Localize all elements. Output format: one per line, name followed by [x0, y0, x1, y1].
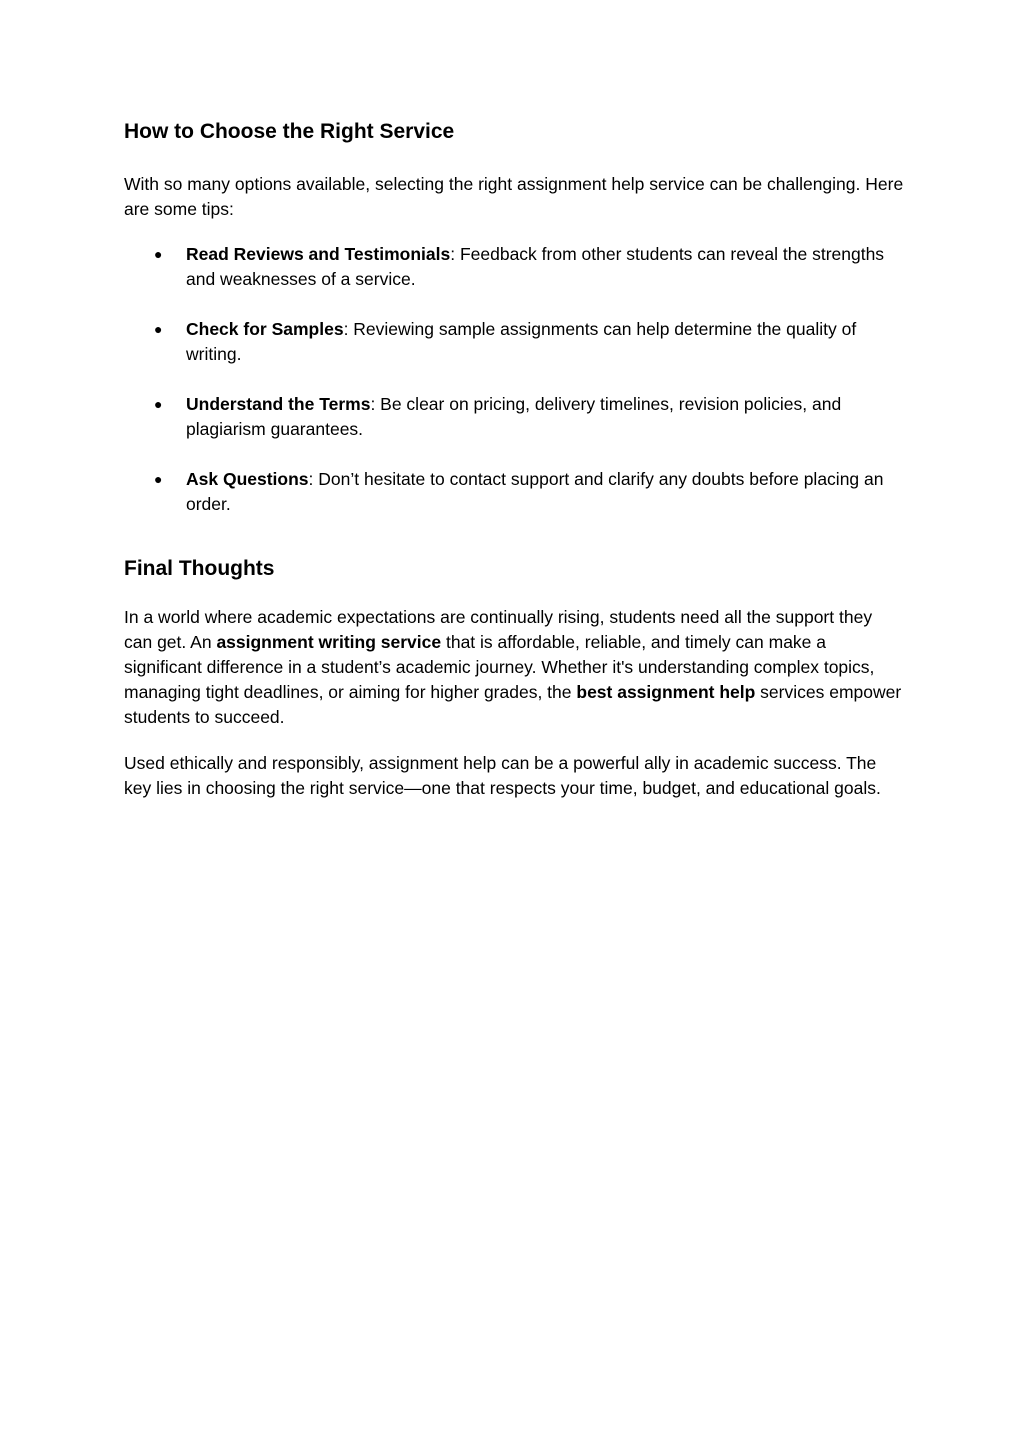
- tip-text: : Feedback from other students can reveal the strengths and weaknesses of a service.: [186, 244, 885, 289]
- bullet-icon: ●: [154, 471, 163, 487]
- tip-title: Understand the Terms: [186, 394, 371, 414]
- section-heading-final-thoughts: Final Thoughts: [124, 557, 275, 580]
- tips-list: [124, 242, 904, 517]
- list-item: [124, 317, 904, 367]
- tip-title: Ask Questions: [186, 469, 309, 489]
- final-paragraph-2: Used ethically and responsibly, assignment help can be a powerful ally in academic success. The key lies in choosing the right service—one that respects your time, budget, and educational goals.: [124, 753, 881, 798]
- list-item: [124, 392, 904, 442]
- bullet-icon: ●: [154, 321, 163, 337]
- bold-phrase: best assignment help: [576, 682, 756, 702]
- text-run: In a world where academic expectations are continually rising, students need all the support they can get. An: [124, 607, 873, 652]
- tip-text: : Don’t hesitate to contact support and clarify any doubts before placing an order.: [186, 469, 884, 514]
- text-run: services empower students to succeed.: [124, 682, 902, 727]
- bullet-icon: ●: [154, 246, 163, 262]
- list-item: [124, 467, 904, 517]
- bold-phrase: assignment writing service: [216, 632, 442, 652]
- tip-text: : Reviewing sample assignments can help determine the quality of writing.: [186, 319, 857, 364]
- tip-text: : Be clear on pricing, delivery timelines, revision policies, and plagiarism guarantees.: [186, 394, 842, 439]
- bullet-icon: ●: [154, 396, 163, 412]
- tip-title: Check for Samples: [186, 319, 344, 339]
- list-item: [124, 242, 904, 292]
- tip-title: Read Reviews and Testimonials: [186, 244, 451, 264]
- intro-paragraph: With so many options available, selecting the right assignment help service can be challenging. Here are some tips:: [124, 174, 904, 219]
- document-page: [124, 118, 904, 801]
- final-paragraph-1: [124, 605, 904, 730]
- text-run: that is affordable, reliable, and timely can make a significant difference in a student’s academic journey. Whether it's understanding complex topics, managing tight deadlines, or aiming for higher grades, the: [124, 632, 875, 702]
- section-heading-choose-service: How to Choose the Right Service: [124, 120, 455, 143]
